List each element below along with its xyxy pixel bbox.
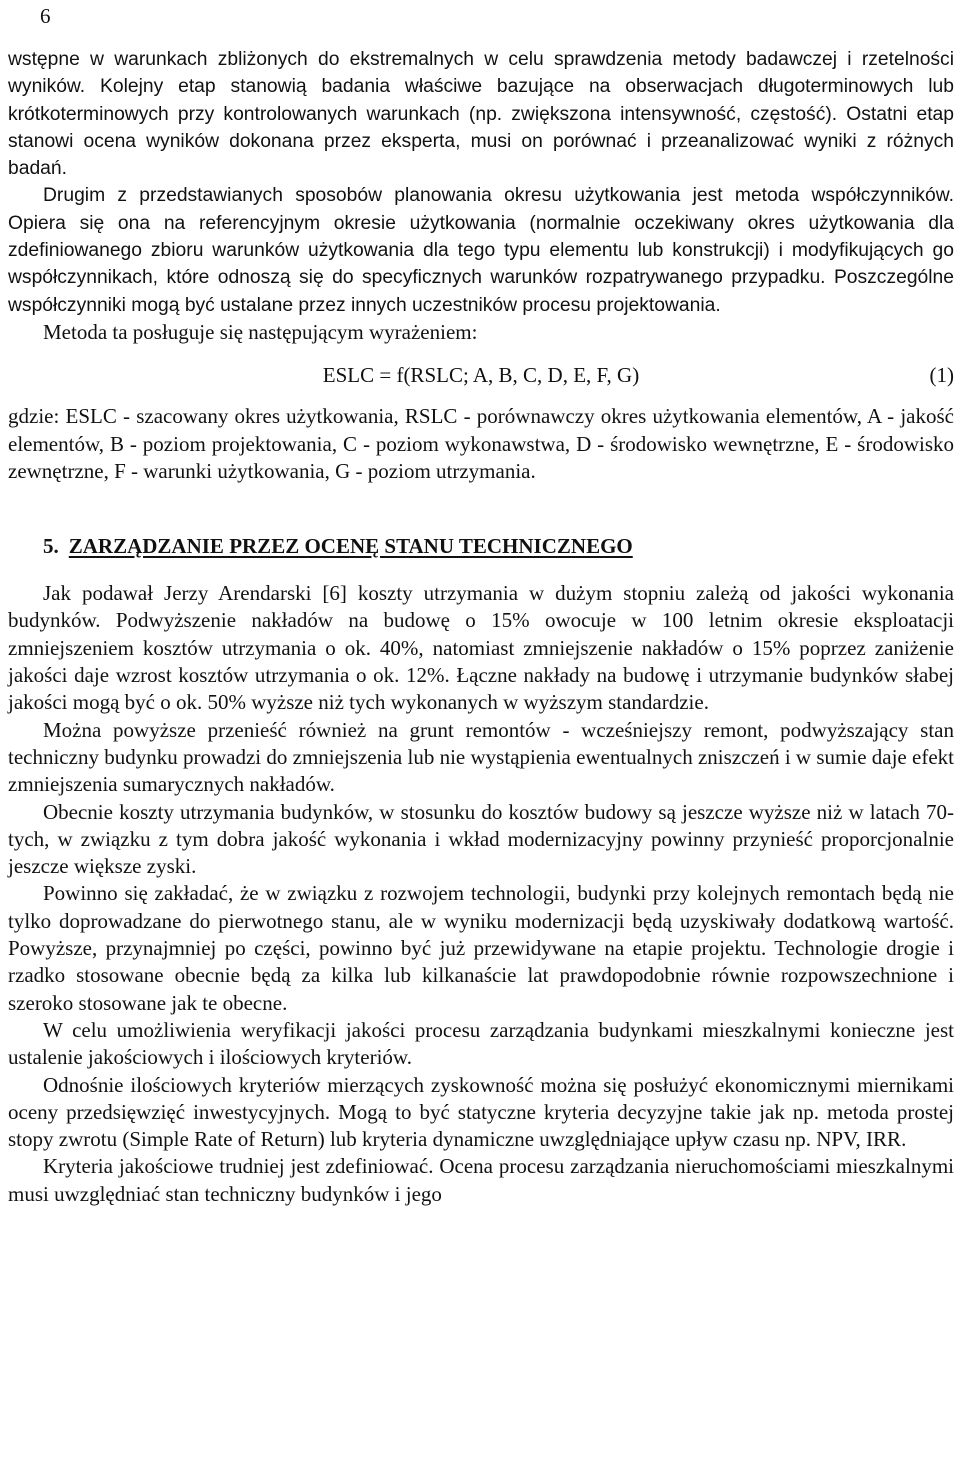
- section-paragraph: Powinno się zakładać, że w związku z rozwojem technologii, budynki przy kolejnych remontach będą nie tylko doprowadzane do pierwotnego stanu, ale w wyniku modernizacji będą uzyskiwały dodatkową wartość. Powyższe, przynajmniej po części, powinno być już przewidywane na etapie projektu. Technologie drogie i rzadko stosowane obecnie będą za kilka lub kilkanaście lat prawdopodobnie równie rozpowszechnione i szeroko stosowane jak te obecne.: [8, 881, 954, 1015]
- document-body: [8, 46, 954, 1208]
- section-paragraph: Obecnie koszty utrzymania budynków, w stosunku do kosztów budowy są jeszcze wyższe niż w latach 70-tych, w związku z tym dobra jakość wykonania i wkład modernizacyjny powinny przynieść proporcjonalnie jeszcze większe zyski.: [8, 799, 954, 879]
- section-title: ZARZĄDZANIE PRZEZ OCENĘ STANU TECHNICZNEGO: [68, 534, 633, 559]
- formula-legend: gdzie: ESLC - szacowany okres użytkowania, RSLC - porównawczy okres użytkowania elementów, A - jakość elementów, B - poziom projektowania, C - poziom wykonawstwa, D - środowisko wewnętrzne, E - środowisko zewnętrzne, F - warunki użytkowania, G - poziom utrzymania.: [8, 404, 954, 483]
- paragraph-methods-stages: wstępne w warunkach zbliżonych do ekstremalnych w celu sprawdzenia metody badawczej i rzetelności wyników. Kolejny etap stanowią badania właściwe bazujące na obserwacjach długoterminowych lub krótkoterminowych przy kontrolowanych warunkach (np. zwiększona intensywność, częstość). Ostatni etap stanowi ocena wyników dokonana przez eksperta, musi on porównać i przeanalizować wyniki z różnych badań.: [8, 49, 954, 180]
- page-number: 6: [40, 4, 51, 28]
- section-paragraph: Kryteria jakościowe trudniej jest zdefiniować. Ocena procesu zarządzania nieruchomościami mieszkalnymi musi uwzględniać stan techniczny budynków i jego: [8, 1154, 954, 1206]
- formula-number: (1): [929, 363, 954, 388]
- formula-block: [8, 355, 954, 395]
- section-paragraph: Jak podawał Jerzy Arendarski [6] koszty utrzymania w dużym stopniu zależą od jakości wykonania budynków. Podwyższenie nakładów na budowę o 15% owocuje w 100 letnim okresie eksploatacji zmniejszeniem kosztów utrzymania o ok. 40%, natomiast zmniejszenie nakładów o 15% poprzez zaniżenie jakości daje wzrost kosztów utrzymania o ok. 12%. Łączne nakłady na budowę i utrzymanie budynków słabej jakości mogą być o ok. 50% wyższe niż tych wykonanych w wyższym standardzie.: [8, 581, 954, 715]
- section-number: 5.: [43, 534, 59, 559]
- section-paragraph: Można powyższe przenieść również na grunt remontów - wcześniejszy remont, podwyższający stan techniczny budynku prowadzi do zmniejszenia lub nie wystąpienia ewentualnych zniszczeń i w sumie daje efekt zmniejszenia sumarycznych nakładów.: [8, 717, 954, 797]
- section-heading: [8, 533, 954, 560]
- formula-expression: ESLC = f(RSLC; A, B, C, D, E, F, G): [322, 363, 640, 388]
- section-paragraph: W celu umożliwienia weryfikacji jakości procesu zarządzania budynkami mieszkalnymi konieczne jest ustalenie jakościowych i ilościowych kryteriów.: [8, 1017, 954, 1070]
- paragraph-formula-intro: Metoda ta posługuje się następującym wyrażeniem:: [43, 319, 478, 344]
- paragraph-factor-method: Drugim z przedstawianych sposobów planowania okresu użytkowania jest metoda współczynników. Opiera się ona na referencyjnym okresie użytkowania (normalnie oczekiwany okres użytkowania dla zdefiniowanego zbioru warunków użytkowania dla tego typu elementu lub konstrukcji) i modyfikujących go współczynnikach, które odnoszą się do specyficznych warunków rozpatrywanego przypadku. Poszczególne współczynniki mogą być ustalane przez innych uczestników procesu projektowania.: [8, 185, 954, 316]
- section-paragraph: Odnośnie ilościowych kryteriów mierzących zyskowność można się posłużyć ekonomicznymi miernikami oceny przedsięwzięć inwestycyjnych. Mogą to być statyczne kryteria decyzyjne takie jak np. metoda prostej stopy zwrotu (Simple Rate of Return) lub kryteria dynamiczne uwzględniające upływ czasu np. NPV, IRR.: [8, 1072, 954, 1152]
